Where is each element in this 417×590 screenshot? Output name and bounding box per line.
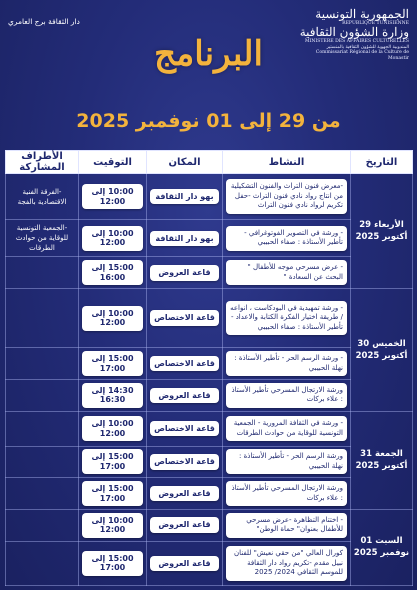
activity-cell [223, 289, 351, 348]
logo-line5: المندوبية الجهوية للشؤون الثقافية بالمنستير [326, 44, 409, 50]
time-text: 15:00 إلى 16:00 [82, 260, 143, 285]
party-cell [6, 446, 79, 478]
logo-line4: MINISTERE DES AFFAIRES CULTURELLES [304, 39, 409, 45]
party-cell [6, 348, 79, 380]
activity-text: - عرض مسرحي موجه للأطفال " البحث عن السعادة " [226, 260, 347, 285]
activity-cell [223, 379, 351, 411]
time-text: 10:00 إلى 12:00 [82, 306, 143, 331]
logo-line6: Commissariat Régional de la Culture de Monastir [315, 50, 409, 61]
column-header-place: المكان [147, 151, 223, 174]
party-cell [6, 509, 79, 541]
date-cell [351, 509, 413, 585]
place-cell [147, 446, 223, 478]
place-text: بهو دار الثقافة [150, 231, 219, 247]
place-text: بهو دار الثقافة [150, 189, 219, 205]
party-text: -الفرقة الفنية الاقتصادية بالفجة [17, 187, 67, 206]
activity-text: ورشة الارتجال المسرحي تأطير الأستاذ : علاء بركات [226, 383, 347, 408]
time-cell [79, 478, 147, 510]
party-cell [6, 478, 79, 510]
activity-cell [223, 478, 351, 510]
time-cell [79, 411, 147, 446]
activity-cell [223, 348, 351, 380]
logo-line3: وزارة الشؤون الثقافية [299, 25, 409, 40]
time-cell [79, 220, 147, 257]
party-cell [6, 411, 79, 446]
time-text: 10:00 إلى 12:00 [82, 513, 143, 538]
time-text: 14:30 إلى 16:30 [82, 383, 143, 408]
party-cell [6, 541, 79, 585]
table-row [6, 411, 413, 446]
logo-line1: الجمهورية التونسية [315, 7, 409, 21]
place-cell [147, 411, 223, 446]
column-header-activity: النشاط [223, 151, 351, 174]
activity-text: - ورشة الرسم الحر - تأطير الأستاذة : نهلة الحبيبي [226, 351, 347, 376]
time-cell [79, 379, 147, 411]
party-cell [6, 220, 79, 257]
date-cell [351, 174, 413, 289]
activity-cell [223, 509, 351, 541]
place-text: قاعة الاختصاص [150, 454, 219, 470]
date-range-subtitle: من 29 إلى 01 نوفمبر 2025 [76, 110, 341, 132]
time-text: 15:00 إلى 17:00 [82, 481, 143, 506]
date-cell [351, 411, 413, 509]
time-cell [79, 509, 147, 541]
date-text: السبت 01 نوفمبر 2025 [353, 536, 410, 559]
culture-house-label: دار الثقافة برج العامري [8, 17, 80, 26]
activity-text: - ورشة تمهيدية في البودكاست ، انواعه / طريقة اختيار الفكرة الكتابة والاعداد - تأطير الأستاذة : صفاء الحبيبي [226, 301, 347, 336]
activity-text: كورال العالي "من حقي نعيش" للفنان نبيل مقدم -تكريم رواد دار الثقافة للموسم الثقافي 2024/ 2025 [226, 546, 347, 581]
place-cell [147, 348, 223, 380]
time-cell [79, 348, 147, 380]
party-cell [6, 379, 79, 411]
time-cell [79, 257, 147, 289]
date-cell [351, 289, 413, 412]
table-row [6, 509, 413, 541]
activity-text: -معرض فنون التراث والفنون التشكيلية من انتاج رواد نادي فنون التراث -حفل تكريم لرواد نادي فنون التراث [226, 179, 347, 214]
place-text: قاعة العروض [150, 388, 219, 404]
table-row [6, 289, 413, 348]
activity-text: ورشة الارتجال المسرحي تأطير الأستاذ : علاء بركات [226, 481, 347, 506]
activity-text: - ورشة في الثقافة المرورية - الجمعية التونسية للوقاية من حوادث الطرقات [226, 416, 347, 441]
party-cell [6, 174, 79, 220]
time-text: 15:00 إلى 17:00 [82, 551, 143, 576]
place-cell [147, 257, 223, 289]
activity-text: - اختتام التظاهرة -عرض مسرحي للأطفال بعنوان" حماة الوطن" [226, 513, 347, 538]
date-text: الخميس 30 أكتوبر 2025 [355, 338, 408, 361]
place-cell [147, 541, 223, 585]
place-cell [147, 220, 223, 257]
place-cell [147, 289, 223, 348]
date-text: الأربعاء 29 أكتوبر 2025 [355, 220, 408, 243]
column-header-parties: الأطراف المشاركة [6, 151, 79, 174]
place-text: قاعة الاختصاص [150, 421, 219, 437]
time-cell [79, 174, 147, 220]
time-text: 15:00 إلى 17:00 [82, 351, 143, 376]
place-text: قاعة الاختصاص [150, 356, 219, 372]
time-text: 10:00 إلى 12:00 [82, 416, 143, 441]
place-cell [147, 379, 223, 411]
place-cell [147, 509, 223, 541]
place-text: قاعة العروض [150, 486, 219, 502]
activity-cell [223, 220, 351, 257]
place-cell [147, 174, 223, 220]
party-text: -الجمعية التونسية للوقاية من حوادث الطرقات [15, 224, 69, 253]
place-text: قاعة الاختصاص [150, 310, 219, 326]
page-title: البرنامج [154, 34, 263, 74]
table-row [6, 174, 413, 220]
activity-cell [223, 541, 351, 585]
time-cell [79, 289, 147, 348]
place-text: قاعة العروض [150, 265, 219, 281]
date-text: الجمعة 31 أكتوبر 2025 [355, 449, 408, 472]
program-table [5, 150, 412, 586]
activity-text: ورشة الرسم الحر - تأطير الأستاذة : نهلة الحبيبي [226, 449, 347, 474]
table-header-row [6, 151, 413, 174]
time-text: 15:00 إلى 17:00 [82, 449, 143, 474]
place-text: قاعة العروض [150, 556, 219, 572]
activity-cell [223, 411, 351, 446]
place-text: قاعة العروض [150, 517, 219, 533]
column-header-time: التوقيت [79, 151, 147, 174]
activity-cell [223, 174, 351, 220]
party-cell [6, 257, 79, 289]
column-header-date: التاريخ [351, 151, 413, 174]
activity-cell [223, 446, 351, 478]
time-cell [79, 446, 147, 478]
logo-line2: REPUBLIQUE TUNISIENNE [342, 21, 409, 26]
place-cell [147, 478, 223, 510]
time-text: 10:00 إلى 12:00 [82, 184, 143, 209]
time-text: 10:00 إلى 12:00 [82, 226, 143, 251]
activity-text: - ورشة في التصوير الفوتوغرافي - تأطير الأستاذة : صفاء الحبيبي [226, 226, 347, 251]
time-cell [79, 541, 147, 585]
activity-cell [223, 257, 351, 289]
party-cell [6, 289, 79, 348]
